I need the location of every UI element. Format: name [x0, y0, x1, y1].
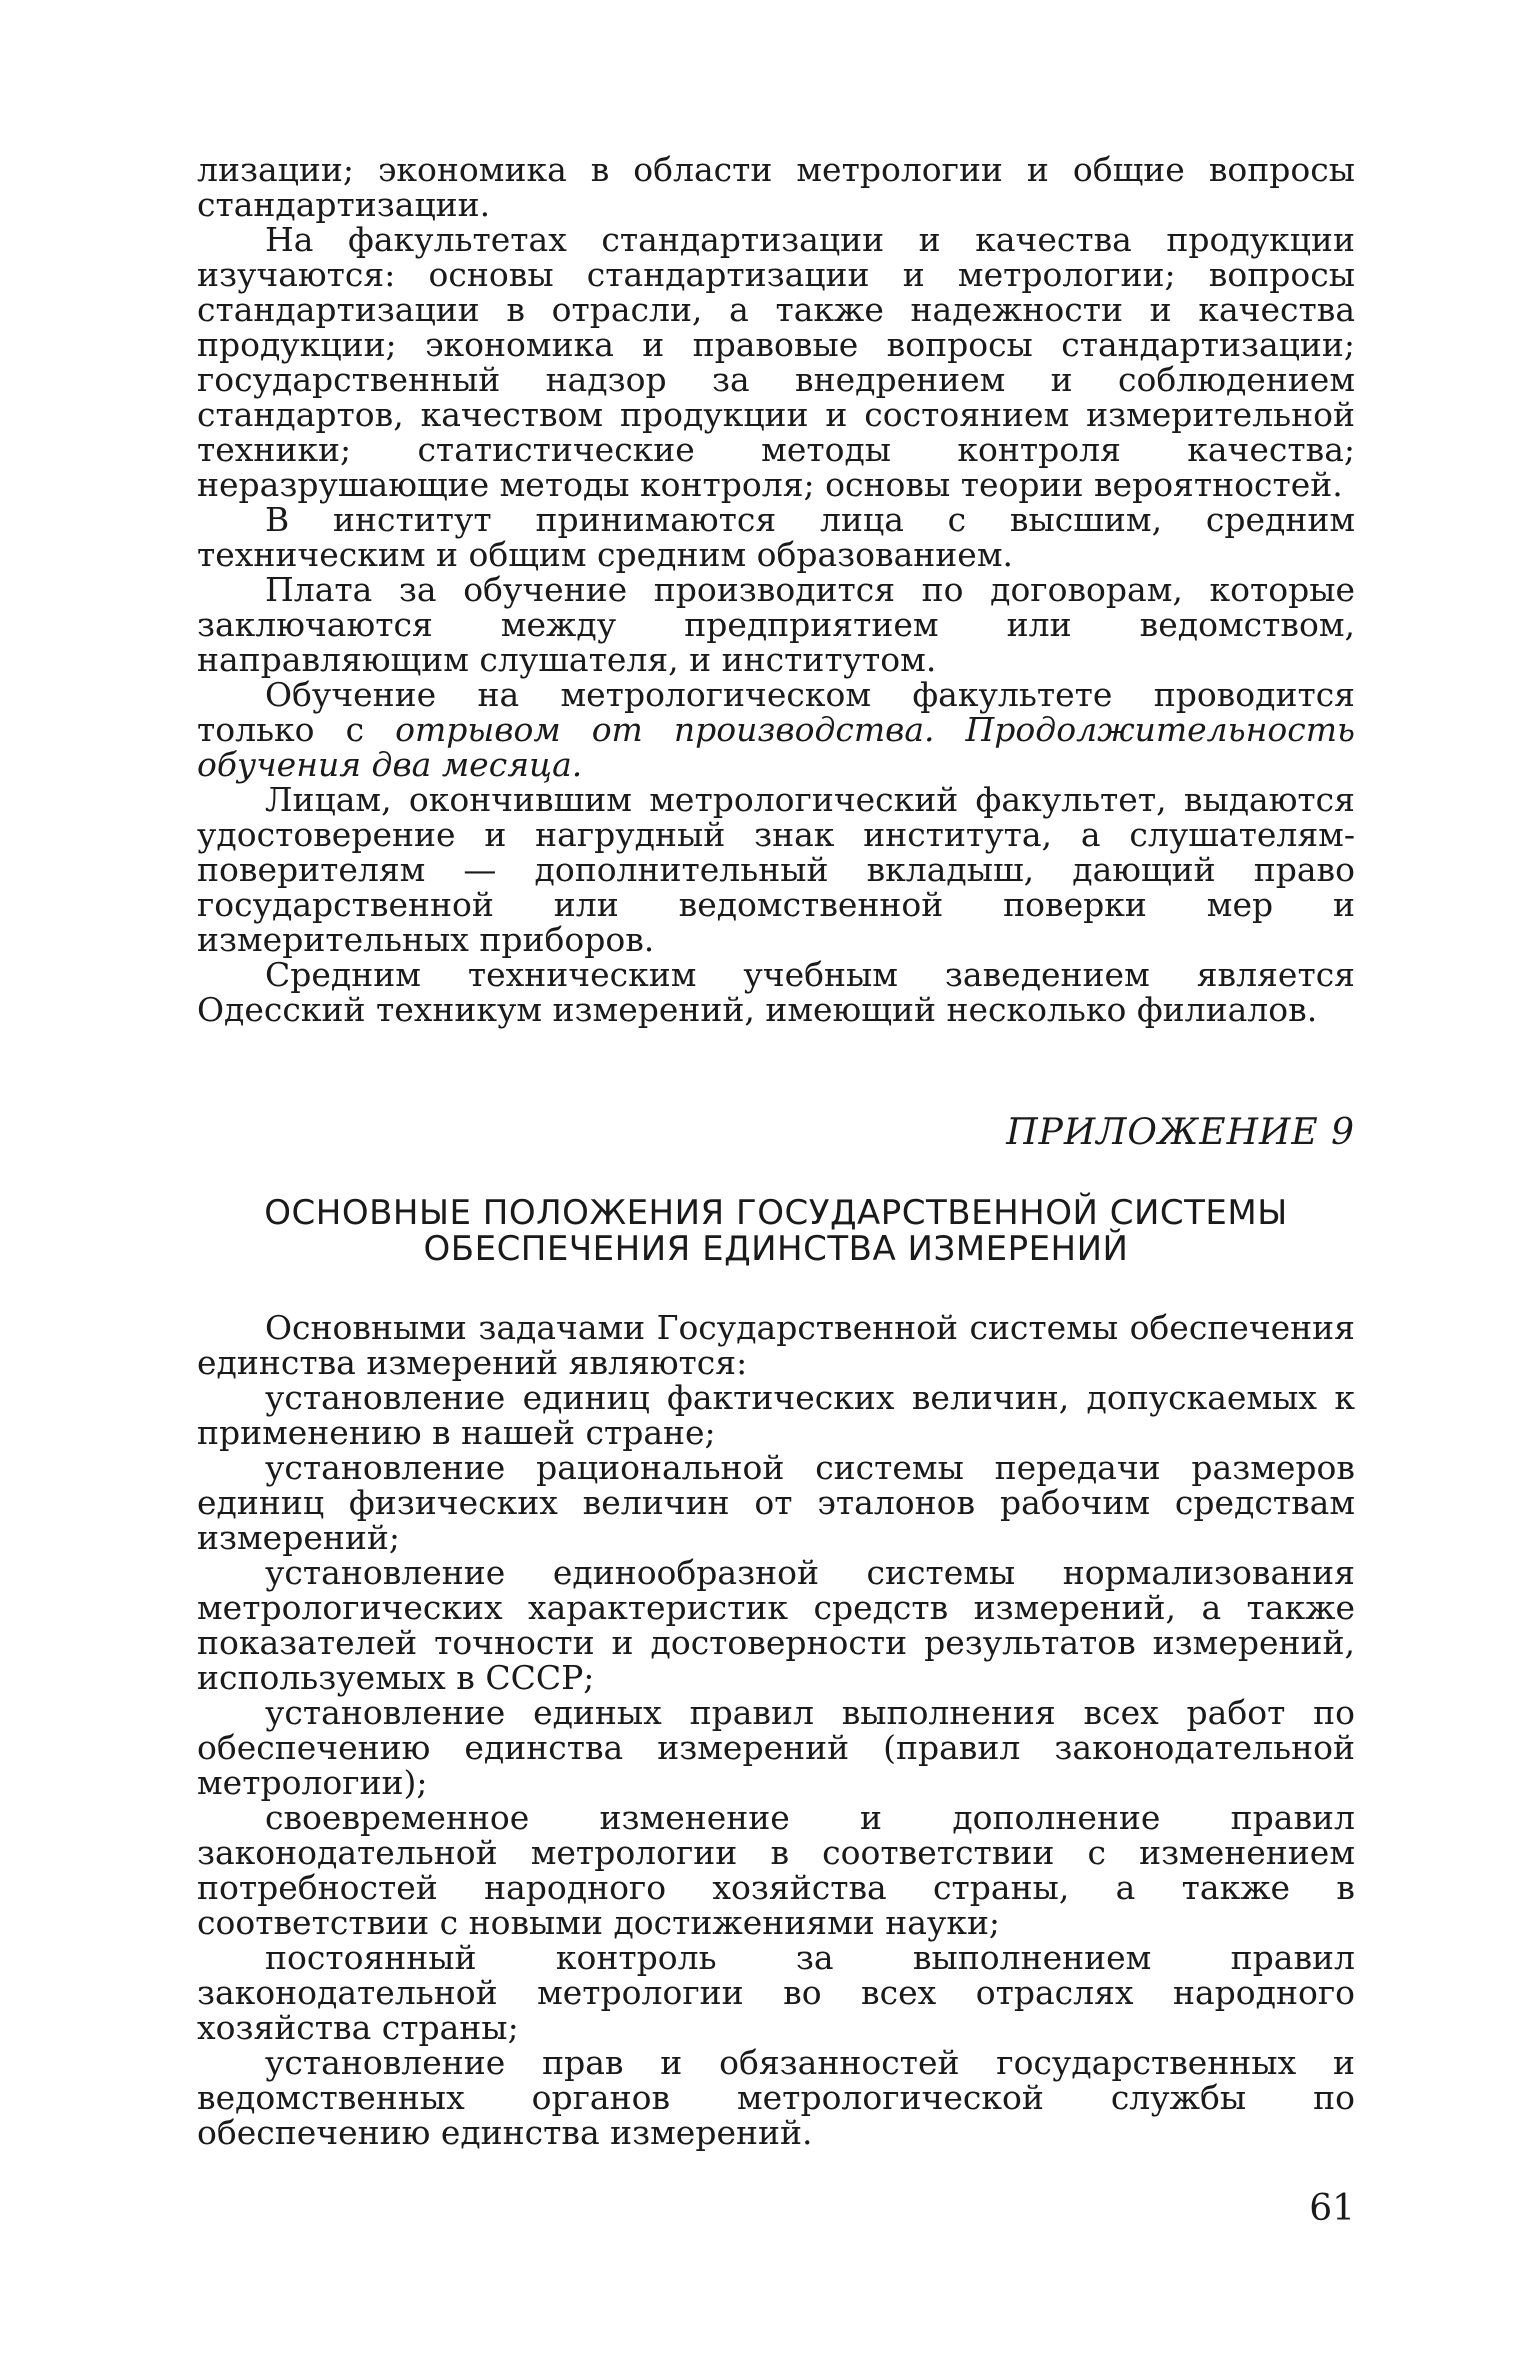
payment-paragraph: Плата за обучение производится по договорам, которые заключаются между предприятием или ведомством, направляющим слушателя, и институтом. [197, 570, 1355, 679]
task-paragraph: установление рациональной системы передачи размеров единиц физических величин от эталонов рабочим средствам измерений; [197, 1448, 1355, 1557]
heading-line-2: ОБЕСПЕЧЕНИЯ ЕДИНСТВА ИЗМЕРЕНИЙ [423, 1229, 1129, 1269]
section-heading [197, 1195, 1355, 1267]
page-number: 61 [1309, 2188, 1355, 2229]
training-text: Обучение на метрологическом факультете проводится только с [197, 675, 1355, 749]
task-paragraph: установление единиц фактических величин, допускаемых к применению в нашей стране; [197, 1378, 1355, 1452]
task-paragraph: своевременное изменение и дополнение правил законодательной метрологии в соответствии с изменением потребностей народного хозяйства страны, а также в соответствии с новыми достижениями науки; [197, 1798, 1355, 1942]
top-section [197, 152, 1355, 1027]
appendix-label: ПРИЛОЖЕНИЕ 9 [1006, 1112, 1355, 1153]
admission-paragraph: В институт принимаются лица с высшим, средним техническим и общим средним образованием. [197, 500, 1355, 574]
task-paragraph: постоянный контроль за выполнением правил законодательной метрологии во всех отраслях народного хозяйства страны; [197, 1938, 1355, 2047]
task-paragraph: установление единых правил выполнения всех работ по обеспечению единства измерений (правил законодательной метрологии); [197, 1693, 1355, 1802]
graduates-paragraph: Лицам, окончившим метрологический факультет, выдаются удостоверение и нагрудный знак института, а слушателям-поверителям — дополнительный вкладыш, дающий право государственной или ведомственной поверки мер и измерительных приборов. [197, 780, 1355, 959]
heading-line-1: ОСНОВНЫЕ ПОЛОЖЕНИЯ ГОСУДАРСТВЕННОЙ СИСТЕМЫ [264, 1193, 1288, 1233]
task-paragraph: установление единообразной системы нормализования метрологических характеристик средств измерений, а также показателей точности и достоверности результатов измерений, используемых в СССР; [197, 1553, 1355, 1697]
intro-paragraph: Основными задачами Государственной системы обеспечения единства измерений являются: [197, 1308, 1355, 1382]
continuation-paragraph: лизации; экономика в области метрологии и общие вопросы стандартизации. [197, 150, 1355, 224]
task-paragraph: установление прав и обязанностей государственных и ведомственных органов метрологической службы по обеспечению единства измерений. [197, 2043, 1355, 2152]
school-paragraph: Средним техническим учебным заведением является Одесский техникум измерений, имеющий несколько филиалов. [197, 955, 1355, 1029]
bottom-section [197, 1310, 1355, 2150]
faculties-paragraph: На факультетах стандартизации и качества продукции изучаются: основы стандартизации и метрологии; вопросы стандартизации в отрасли, а также надежности и качества продукции; экономика и правовые вопросы стандартизации; государственный надзор за внедрением и соблюдением стандартов, качеством продукции и состоянием измерительной техники; статистические методы контроля качества; неразрушающие методы контроля; основы теории вероятностей. [197, 220, 1355, 504]
training-italic-text: отрывом от производства. Продолжительность обучения два месяца. [197, 710, 1355, 784]
training-paragraph [197, 677, 1355, 782]
